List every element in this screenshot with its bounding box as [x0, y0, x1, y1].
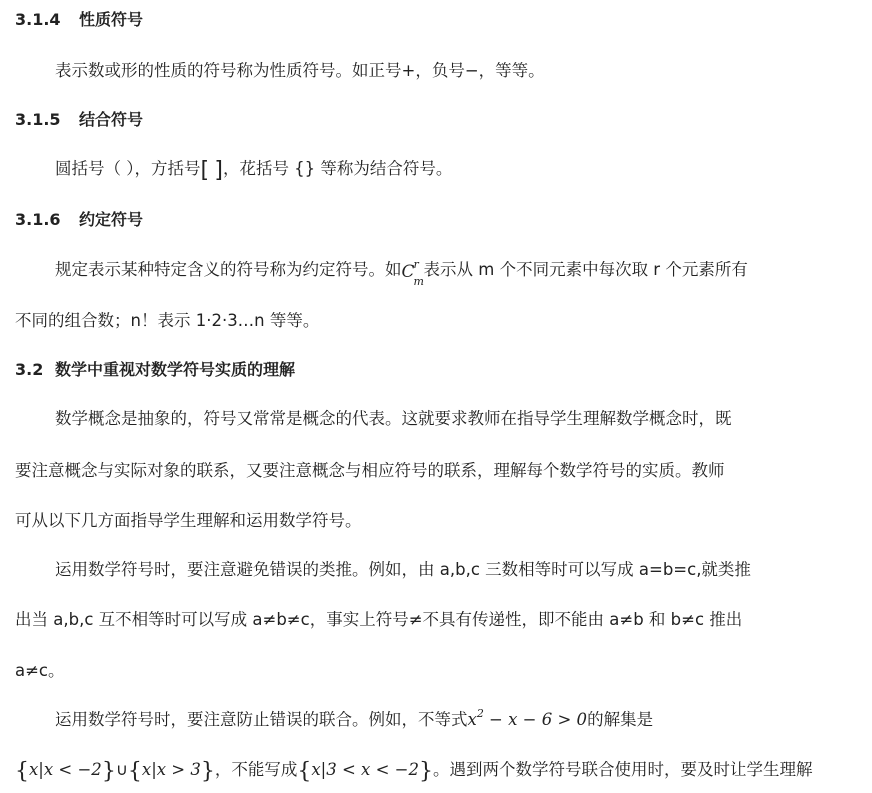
paragraph-2-line-3: a≠c。	[15, 661, 65, 680]
paragraph-3-1-4: 表示数或形的性质的符号称为性质符号。如正号+，负号−，等等。	[55, 61, 545, 80]
square-bracket-open: [	[200, 158, 210, 183]
set-2-content: x|x > 3	[141, 760, 201, 779]
text-run: 圆括号（ ），方括号	[55, 159, 201, 178]
paragraph-3-1-6-line-1	[55, 258, 748, 288]
ineq-exponent: 2	[476, 707, 484, 720]
paragraph-1-line-3: 可从以下几方面指导学生理解和运用数学符号。	[15, 511, 362, 530]
heading-3-1-5	[15, 108, 143, 132]
combination-notation	[401, 258, 424, 288]
paragraph-3-1-5	[55, 157, 452, 183]
heading-3-1-6	[15, 208, 143, 232]
heading-number: 3.2	[15, 360, 44, 379]
paragraph-1-line-1: 数学概念是抽象的，符号又常常是概念的代表。这就要求教师在指导学生理解数学概念时，既	[55, 409, 732, 428]
heading-title: 约定符号	[79, 210, 144, 229]
comb-m: m	[413, 275, 424, 288]
comb-r: r	[413, 258, 419, 271]
text-run: ，不能写成	[214, 760, 298, 779]
text-run: ，花括号 {} 等称为结合符号。	[222, 159, 453, 178]
paragraph-2-line-1: 运用数学符号时，要注意避免错误的类推。例如，由 a,b,c 三数相等时可以写成 a=b=c,就类推	[55, 560, 751, 579]
heading-number: 3.1.4	[15, 10, 61, 29]
paragraph-3-1-6-line-2: 不同的组合数；n！表示 1·2·3…n 等等。	[15, 311, 320, 330]
heading-3-1-4	[15, 8, 143, 32]
square-bracket-close: ]	[214, 158, 223, 183]
heading-number: 3.1.5	[15, 110, 61, 129]
paragraph-3-line-2	[15, 758, 813, 784]
paragraph-3-line-1	[55, 708, 653, 734]
heading-title: 性质符号	[79, 10, 144, 29]
paragraph-2-line-2: 出当 a,b,c 互不相等时可以写成 a≠b≠c，事实上符号≠不具有传递性，即不能由 a≠b 和 b≠c 推出	[15, 610, 743, 629]
ineq-rest: − x − 6 > 0	[483, 710, 588, 729]
comb-c: C	[401, 262, 415, 282]
set-3-content: x|3 < x < −2	[311, 760, 419, 779]
text-run: 的解集是	[587, 710, 654, 729]
wrong-set: {x|3 < x < −2}	[297, 759, 433, 784]
text-run: 规定表示某种特定含义的符号称为约定符号。如	[55, 260, 402, 279]
solution-set-1: {x|x < −2}	[15, 759, 116, 784]
heading-number: 3.1.6	[15, 210, 61, 229]
inequality-formula	[467, 707, 588, 729]
heading-3-2	[15, 358, 295, 382]
text-run: 表示从 m 个不同元素中每次取 r 个元素所有	[423, 260, 748, 279]
union-symbol: ∪	[115, 760, 128, 779]
solution-set-2: {x|x > 3}	[127, 759, 215, 784]
set-1-content: x|x < −2	[29, 760, 102, 779]
paragraph-1-line-2: 要注意概念与实际对象的联系，又要注意概念与相应符号的联系，理解每个数学符号的实质。教师	[15, 461, 725, 480]
heading-title: 数学中重视对数学符号实质的理解	[55, 360, 296, 379]
text-run: 。遇到两个数学符号联合使用时，要及时让学生理解	[433, 760, 813, 779]
ineq-x: x	[467, 710, 477, 729]
heading-title: 结合符号	[79, 110, 144, 129]
text-run: 运用数学符号时，要注意防止错误的联合。例如，不等式	[55, 710, 468, 729]
